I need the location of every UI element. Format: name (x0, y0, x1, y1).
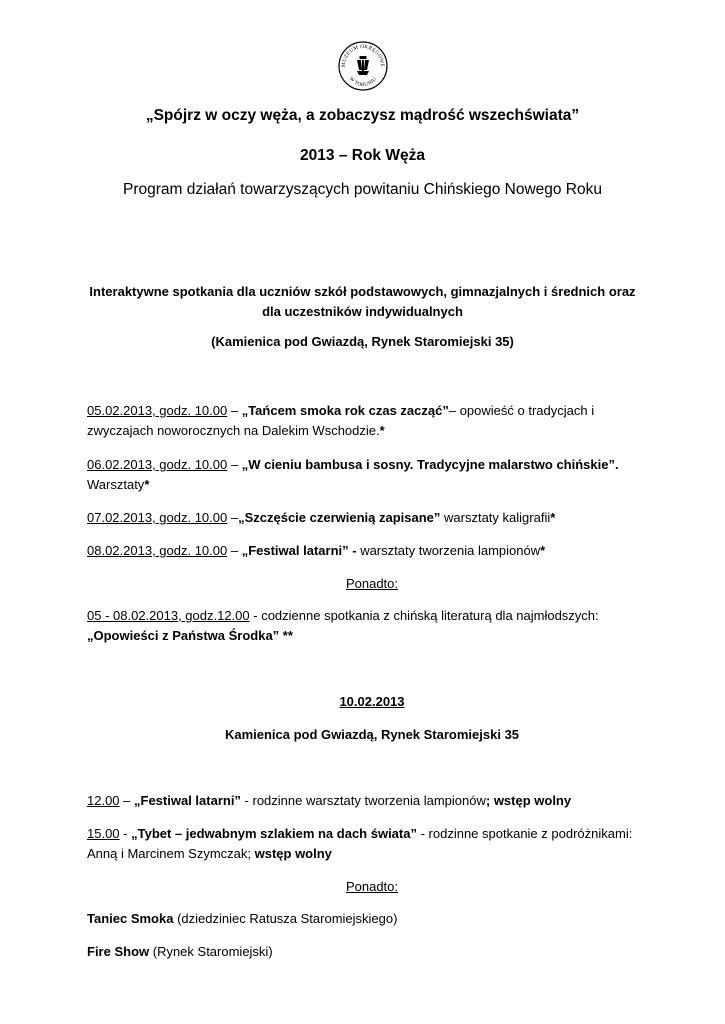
section2-venue: Kamienica pod Gwiazdą, Rynek Staromiejski 35 (224, 727, 520, 742)
event-06-02: 06.02.2013, godz. 10.00 – „W cieniu bambusa i sosny. Tradycyjne malarstwo chińskie”. Warsztaty* (87, 457, 619, 492)
event-date: 05.02.2013, godz. 10.00 (87, 403, 228, 418)
event-title: „Festiwal latarni” (134, 793, 241, 808)
event-title: „Tybet – jedwabnym szlakiem na dach świata” (131, 826, 417, 841)
event-time: 15.00 (87, 826, 120, 841)
section1-intro: Interaktywne spotkania dla uczniów szkół podstawowych, gimnazjalnych i średnich oraz dla uczestników indywidualnych (89, 284, 636, 319)
event-05-02: 05.02.2013, godz. 10.00 – „Tańcem smoka rok czas zacząć”– opowieść o tradycjach i zwyczajach noworocznych na Dalekim Wschodzie.* (87, 403, 595, 438)
event-08-02: 08.02.2013, godz. 10.00 – „Festiwal latarni” - warsztaty tworzenia lampionów* (87, 543, 546, 558)
logo-emblem (357, 56, 369, 75)
event-title: „Szczęście czerwienią zapisane” (238, 510, 441, 525)
event-time: 12.00 (87, 793, 120, 808)
ponadto-label-2: Ponadto: (345, 879, 399, 894)
extra-taniec-smoka: Taniec Smoka (dziedziniec Ratusza Staromiejskiego) (87, 911, 398, 926)
event-literature: 05 - 08.02.2013, godz.12.00 - codzienne spotkania z chińską literaturą dla najmłodszych: „Opowieści z Państwa Środka” ** (87, 606, 657, 646)
year-subtitle: 2013 – Rok Węża (300, 147, 425, 164)
museum-logo (337, 40, 389, 92)
extra-fire-show: Fire Show (Rynek Staromiejski) (87, 944, 273, 959)
event-1500: 15.00 - „Tybet – jedwabnym szlakiem na dach świata” - rodzinne spotkanie z podróżnikami: Anną i Marcinem Szymczak; wstęp wolny (87, 826, 633, 861)
ponadto-label: Ponadto: (345, 576, 399, 591)
event-title: „W cieniu bambusa i sosny. Tradycyjne malarstwo chińskie”. (241, 457, 619, 472)
event-1200: 12.00 – „Festiwal latarni” - rodzinne warsztaty tworzenia lampionów; wstęp wolny (87, 793, 572, 808)
program-title: Program działań towarzyszących powitaniu Chińskiego Nowego Roku (122, 181, 602, 198)
event-date: 08.02.2013, godz. 10.00 (87, 543, 228, 558)
section1-venue: (Kamienica pod Gwiazdą, Rynek Staromiejski 35) (211, 334, 514, 349)
logo-text-bottom: W TORUNIU (347, 76, 379, 89)
event-title: „Opowieści z Państwa Środka” ** (87, 628, 293, 643)
event-07-02: 07.02.2013, godz. 10.00 –„Szczęście czerwienią zapisane” warsztaty kaligrafii* (87, 510, 556, 525)
logo-text-top: MUZEUM OKRĘGOWE (340, 43, 386, 68)
event-date: 05 - 08.02.2013, godz.12.00 (87, 608, 250, 623)
event-title: „Tańcem smoka rok czas zacząć” (241, 403, 449, 418)
section2-date: 10.02.2013 (339, 694, 405, 709)
event-date: 07.02.2013, godz. 10.00 (87, 510, 228, 525)
event-title: „Festiwal latarni” (241, 543, 349, 558)
event-date: 06.02.2013, godz. 10.00 (87, 457, 228, 472)
main-title: „Spójrz w oczy węża, a zobaczysz mądrość wszechświata” (145, 107, 580, 124)
